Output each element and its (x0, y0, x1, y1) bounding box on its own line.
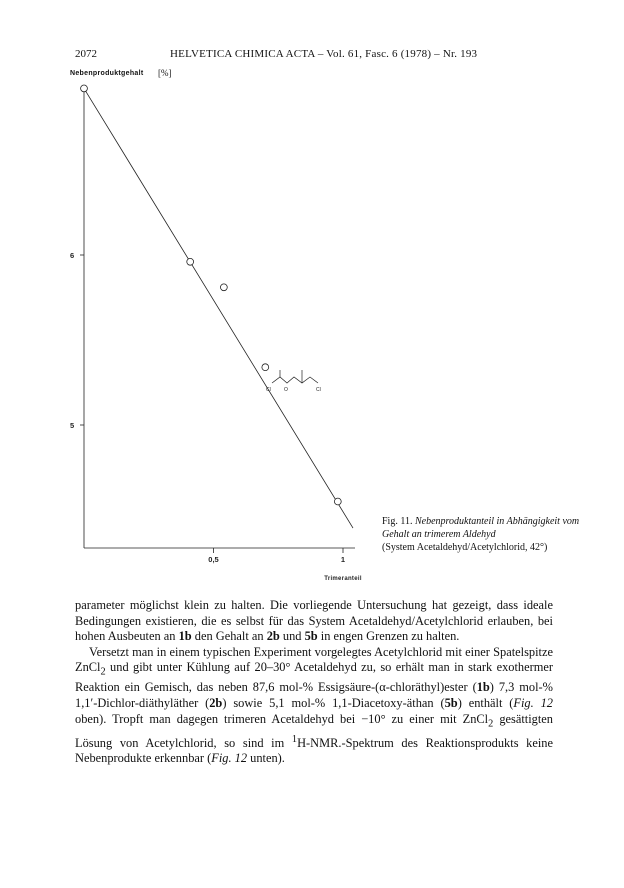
x-tick-label-1: 1 (340, 555, 346, 564)
molecule-structure (266, 370, 321, 393)
data-point (187, 258, 194, 265)
data-point (262, 364, 269, 371)
caption-label: Fig. 11. (382, 516, 413, 527)
caption-title: Nebenproduktanteil in Abhängigkeit vom Gehalt an trimerem Aldehyd (382, 516, 580, 540)
fit-line (84, 88, 353, 528)
data-point (81, 85, 88, 92)
paragraph-2: Versetzt man in einem typischen Experiment vorgelegtes Acetylchlorid mit einer Spatelspitze ZnCl$_2$ und gibt unter Kühlung auf 20–30° Acetaldehyd zu, so erhält man in stark exothermer Reaktion ein Gemisch, das neben 87,6 mol-% Essigsäure-(α-chloräthyl)ester (1b) 7,3 mol-% 1,1′-Dichlor-diäthyläther (2b) sowie 5,1 mol-% 1,1-Diacetoxy-äthan (5b) enthält (Fig. 12 oben). Tropft man dagegen trimeren Acetaldehyd bei −10° zu einer mit ZnCl$_2$ gesättigten Lösung von Acetylchlorid, so sind im $^1$H-NMR.-Spektrum des Reaktionsprodukts keine Nebenprodukte erkennbar (Fig. 12 unten). (75, 644, 553, 766)
paragraph-1: parameter möglichst klein zu halten. Die vorliegende Untersuchung hat gezeigt, dass ideale Bedingungen existieren, die es selbst für das System Acetaldehyd/Acetylchlorid erlauben, bei hohen Ausbeuten an 1b den Gehalt an 2b und 5b in engen Grenzen zu halten. (75, 598, 553, 644)
chart-axes (80, 88, 355, 553)
y-axis-unit: [%] (158, 68, 172, 78)
data-point (220, 284, 227, 291)
x-tick-label-0-5: 0,5 (208, 555, 219, 564)
figure-caption (382, 515, 582, 554)
caption-note: (System Acetaldehyd/Acetylchlorid, 42°) (382, 542, 548, 553)
fit-line-group (84, 88, 353, 528)
data-points (81, 85, 342, 505)
x-axis-label: Trimeranteil (324, 576, 362, 582)
molecule-oxygen: O (284, 387, 288, 393)
y-tick-label-5: 5 (70, 421, 75, 430)
body-text (75, 598, 553, 767)
tick-labels (70, 251, 345, 564)
y-axis-label: Nebenproduktgehalt (70, 70, 144, 77)
page-number: 2072 (75, 48, 97, 60)
molecule-cl-left: Cl (266, 387, 271, 393)
molecule-cl-right: Cl (316, 387, 321, 393)
journal-title: HELVETICA CHIMICA ACTA – Vol. 61, Fasc. 6 (1978) – Nr. 193 (170, 48, 478, 60)
data-point (334, 498, 341, 505)
y-tick-label-6: 6 (70, 251, 75, 260)
